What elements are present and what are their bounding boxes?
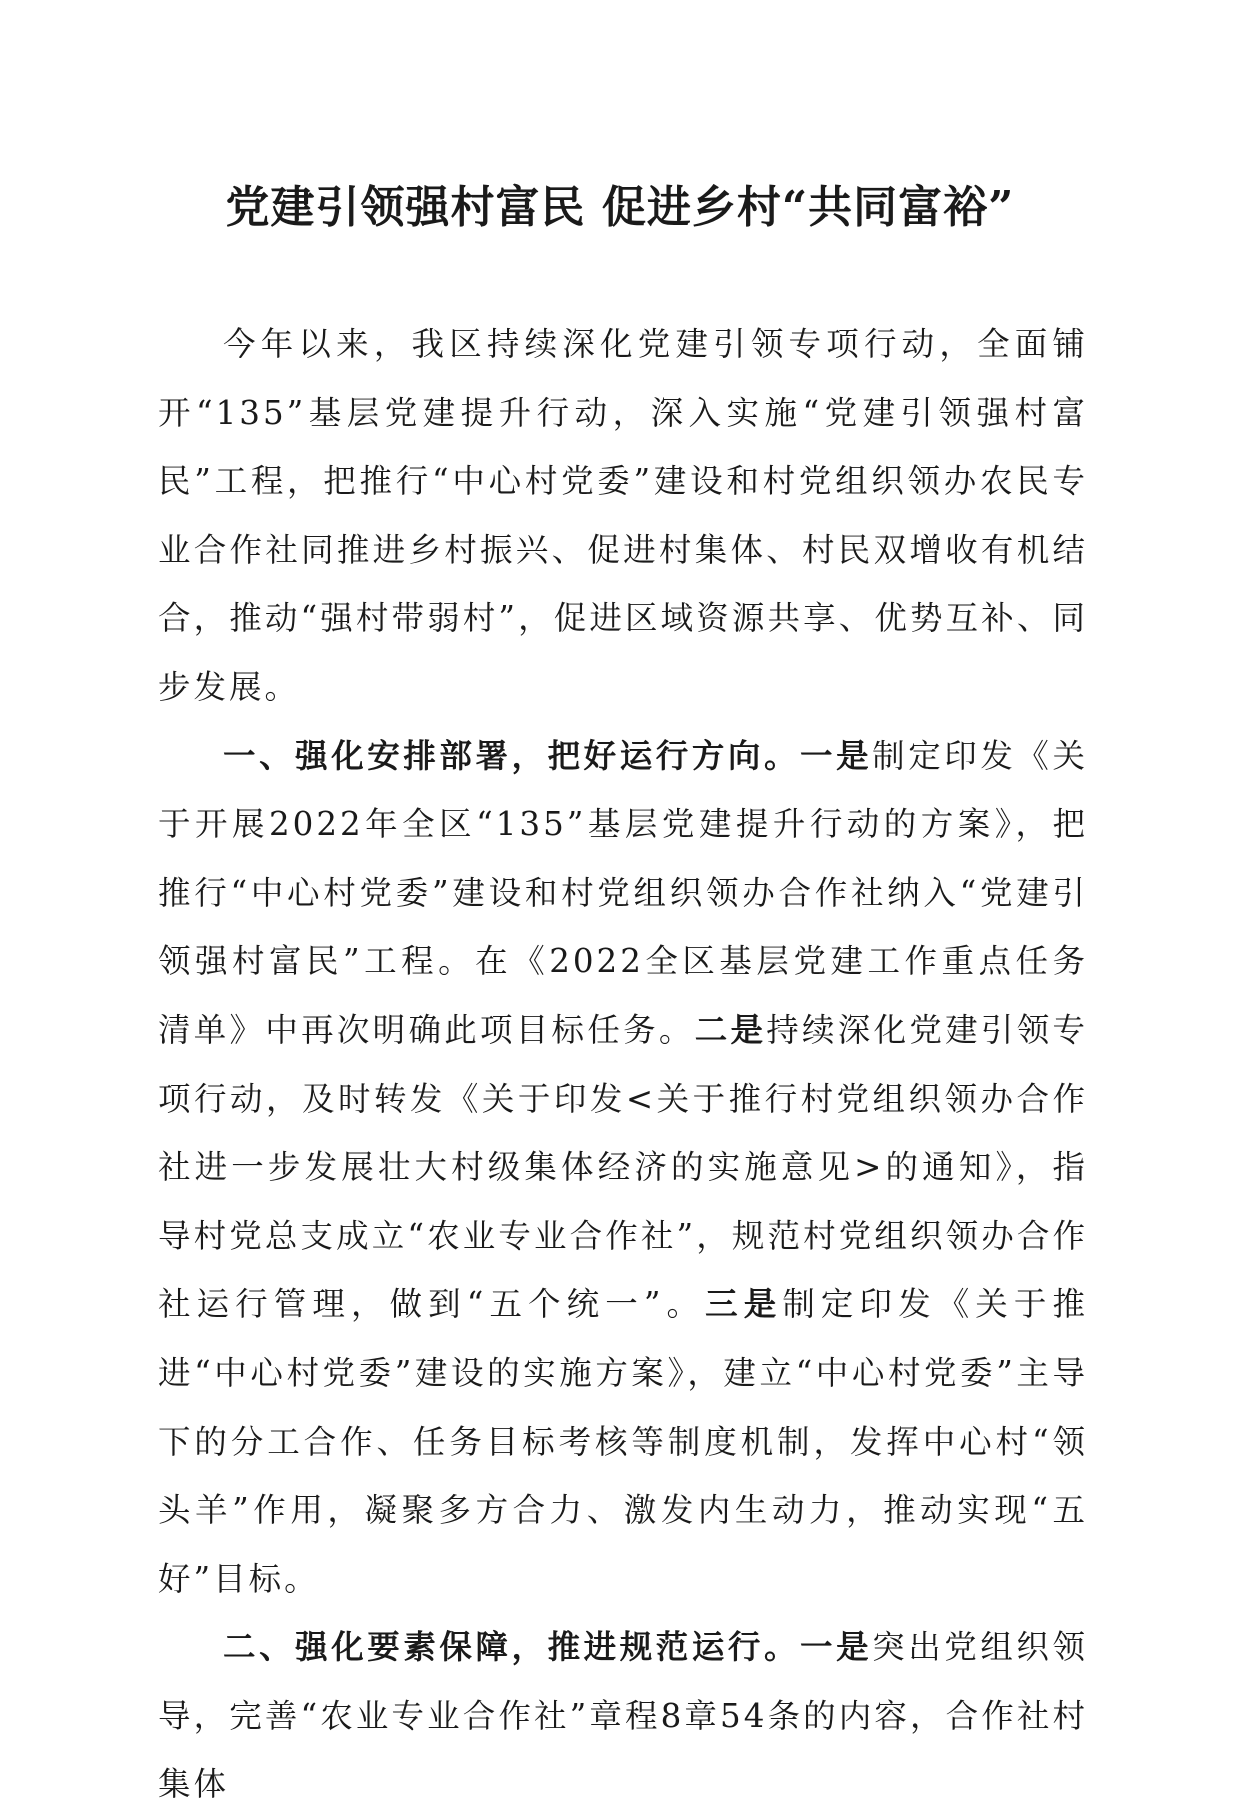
document-title: 党建引领强村富民 促进乡村“共同富裕”	[225, 182, 1015, 233]
section-2-paragraph	[158, 1613, 1088, 1819]
section-1-point-1-label: 一是	[800, 735, 873, 775]
section-1-paragraph	[158, 722, 1088, 1614]
section-1-point-2-text: 持续深化党建引领专项行动，及时转发《关于印发<关于推行村党组织领办合作社进一步发展壮大村级集体经济的实施意见>的通知》，指导村党总支成立“农业专业合作社”，规范村党组织领办合作社运行管理，做到“五个统一”。	[158, 1010, 1088, 1324]
section-1-point-1-text: 制定印发《关于开展2022年全区“135”基层党建提升行动的方案》，把推行“中心村党委”建设和村党组织领办合作社纳入“党建引领强村富民”工程。在《2022全区基层党建工作重点任务清单》中再次明确此项目标任务。	[158, 736, 1088, 1049]
intro-paragraph: 今年以来，我区持续深化党建引领专项行动，全面铺开“135”基层党建提升行动，深入实施“党建引领强村富民”工程，把推行“中心村党委”建设和村党组织领办农民专业合作社同推进乡村振兴、促进村集体、村民双增收有机结合，推动“强村带弱村”，促进区域资源共享、优势互补、同步发展。	[158, 325, 1088, 706]
section-2-heading: 二、强化要素保障，推进规范运行。	[223, 1627, 801, 1667]
section-2-point-1-label: 一是	[800, 1627, 873, 1667]
section-1-point-3-text: 制定印发《关于推进“中心村党委”建设的实施方案》，建立“中心村党委”主导下的分工合作、任务目标考核等制度机制，发挥中心村“领头羊”作用，凝聚多方合力、激发内生动力，推动实现“五好”目标。	[158, 1285, 1088, 1598]
section-1-point-3-label: 三是	[705, 1284, 783, 1324]
section-2-point-1-text: 突出党组织领导，完善“农业专业合作社”章程8章54条的内容，合作社村集体	[158, 1628, 1088, 1804]
section-1-point-2-label: 二是	[694, 1009, 767, 1049]
document-body	[158, 310, 1088, 1819]
section-1-heading: 一、强化安排部署，把好运行方向。	[223, 735, 801, 775]
